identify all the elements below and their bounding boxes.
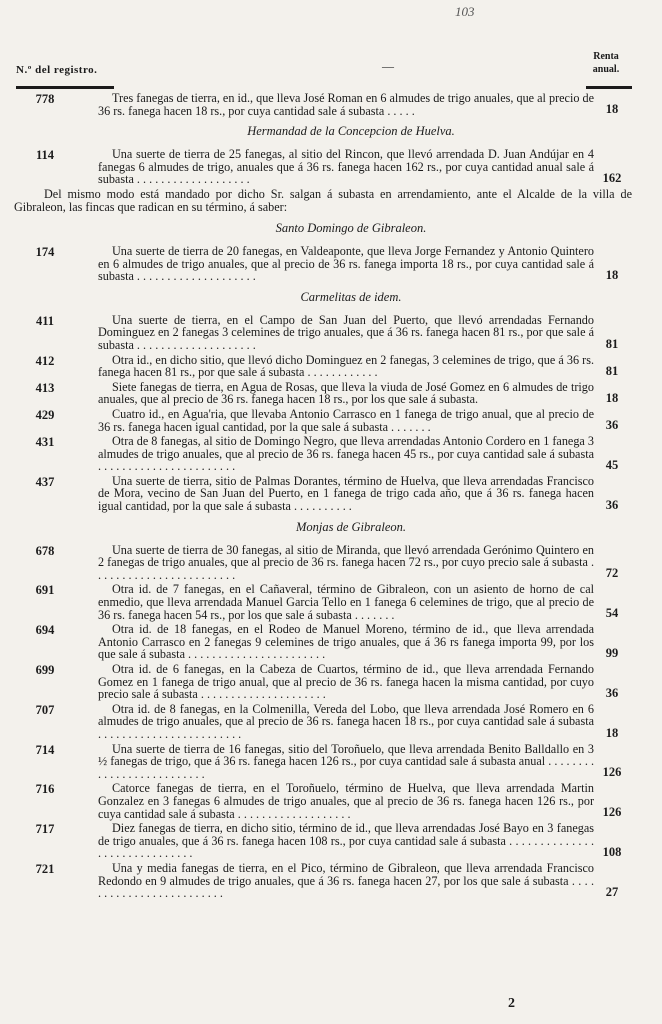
registry-number: 431 — [35, 435, 55, 450]
registry-number: 721 — [35, 861, 55, 876]
intro-paragraph: Del mismo modo está mandado por dicho Sr. salgan á subasta en arrendamiento, ante el Alcalde de la villa de Gibraleon, las fincas que radican en su término, á saber: — [14, 186, 632, 214]
entry-description: Una y media fanegas de tierra, en el Pico, término de Gibraleon, que lleva arrendada Francisco Redondo en 9 almudes de trigo anuales, que á 36 rs. fanega hacen 27, por los que sale á subasta . . . . . . . . . . . . . . . . . . . . . . . . . — [98, 860, 594, 901]
annual-rent-amount: 99 — [605, 646, 619, 660]
registry-entry — [0, 435, 662, 473]
registry-entry — [0, 583, 662, 621]
annual-rent-amount: 126 — [602, 805, 622, 820]
annual-rent-amount: 18 — [605, 725, 619, 740]
annual-rent-amount: 36 — [605, 497, 619, 512]
annual-rent-amount: 45 — [605, 457, 619, 472]
entry-description: Una suerte de tierra de 16 fanegas, sitio del Toroñuelo, que lleva arrendada Benito Balldallo en 3 ½ fanegas de trigo, que á 36 rs. fanega hacen 126 rs., por cuya cantidad sale á subasta anual . . . . . . . . . . . . . . . . . . . . . . . . . . — [98, 741, 594, 781]
registry-number: 678 — [35, 543, 55, 558]
document-body — [0, 92, 662, 902]
registry-number: 411 — [35, 313, 55, 328]
registry-entry — [0, 822, 662, 860]
registry-entry — [0, 381, 662, 406]
entry-description: Otra id. de 18 fanegas, en el Rodeo de Manuel Moreno, término de id., que lleva arrendada Antonio Carrasco en 2 fanegas 9 celemines de trigo anuales, que á 36 rs fanega importa 99, por los que sale á subasta . . . . . . . . . . . . . . . . . . . . . . . — [98, 622, 594, 662]
entry-description: Otra id. de 8 fanegas, en la Colmenilla, Vereda del Lobo, que lleva arrendada José Romero en 6 almudes de trigo anuales, que al precio de 36 rs. fanega hacen 18 rs., por cuya cantidad sale á subasta . . . . . . . . . . . . . . . . . . . . . . . . — [98, 701, 594, 741]
section-heading: Santo Domingo de Gibraleon. — [275, 220, 427, 235]
entry-description: Siete fanegas de tierra, en Agua de Rosas, que lleva la viuda de José Gomez en 6 almudes de trigo anuales, que al precio de 36 rs. fanega hacen 18 rs., por los que sale á subasta. — [98, 379, 594, 407]
page-number-bottom: 2 — [508, 996, 515, 1011]
registry-number: 114 — [35, 148, 55, 163]
entry-description: Una suerte de tierra de 20 fanegas, en Valdeaponte, que lleva Jorge Fernandez y Antonio Quintero en 6 almudes de trigo anuales, que al precio de 36 rs. fanega importa 18 rs., por cuya cantidad sale á subasta . . . . . . . . . . . . . . . . . . . . — [98, 243, 594, 284]
entry-description: Otra id. de 6 fanegas, en la Cabeza de Cuartos, término de id., que lleva arrendada Fernando Gomez en 1 fanega de trigo anual, que al precio de 36 rs. fanega hacen la misma cantidad, por cuyo precio sale á subasta . . . . . . . . . . . . . . . . . . . . . — [98, 662, 594, 702]
registry-number: 694 — [35, 623, 55, 638]
annual-rent-amount: 18 — [605, 102, 619, 117]
registry-number: 778 — [35, 92, 55, 106]
registry-number: 707 — [35, 702, 55, 717]
registry-entry — [0, 354, 662, 379]
annual-rent-amount: 81 — [605, 336, 619, 351]
annual-rent-amount: 18 — [605, 267, 619, 282]
registry-number: 716 — [35, 782, 55, 797]
annual-rent-amount: 54 — [605, 606, 619, 621]
registry-number: 437 — [35, 474, 55, 489]
entry-description: Catorce fanegas de tierra, en el Toroñuelo, término de Huelva, que lleva arrendada Martin Gonzalez en 3 fanegas 6 almudes de trigo anuales, que al precio de 36 rs. fanega hacen 126 rs., por cuya cantidad sale á subasta . . . . . . . . . . . . . . . . . . . — [98, 781, 594, 821]
registry-number: 429 — [35, 407, 55, 422]
annual-rent-amount: 81 — [605, 363, 619, 378]
entry-description: Otra de 8 fanegas, al sitio de Domingo Negro, que lleva arrendadas Antonio Cordero en 1 fanega 3 almudes de trigo anuales, que al precio de 36 rs. fanega hacen 45 rs., por cuya cantidad sale á subasta . . . . . . . . . . . . . . . . . . . . . . . — [98, 434, 594, 474]
registry-entry — [0, 782, 662, 820]
registry-number: 413 — [35, 380, 55, 395]
registry-number: 174 — [35, 244, 55, 259]
section-heading: Carmelitas de idem. — [300, 289, 402, 304]
registry-entry — [0, 475, 662, 513]
header-rule-left — [16, 86, 114, 89]
entry-description: Tres fanegas de tierra, en id., que lleva José Roman en 6 almudes de trigo anuales, que al precio de 36 rs. fanega hacen 18 rs., por cuya cantidad sale á subasta . . . . . — [98, 91, 594, 118]
registry-number: 714 — [35, 742, 55, 757]
registry-number: 412 — [35, 353, 55, 368]
header-rule-right — [586, 86, 632, 89]
entry-description: Otra id., en dicho sitio, que llevó dicho Dominguez en 2 fanegas, 3 celemines de trigo, que á 36 rs. fanega hacen 81 rs., por que sale á subasta . . . . . . . . . . . . — [98, 352, 594, 380]
annual-rent-amount: 27 — [605, 884, 619, 899]
registry-number: 691 — [35, 583, 55, 598]
entry-description: Una suerte de tierra de 30 fanegas, al sitio de Miranda, que llevó arrendada Gerónimo Quintero en 2 fanegas de trigo anuales, que al precio de 36 rs. fanega hacen 72 rs., por cuyo precio sale á subasta . . . . . . . . . . . . . . . . . . . . . . . . — [98, 542, 594, 582]
entry-description: Una suerte de tierra, en el Campo de San Juan del Puerto, que llevó arrendadas Fernando Dominguez en 2 fanegas 3 celemines de trigo anuales, que á 36 rs. fanega hacen 81 rs., por que sale á subasta . . . . . . . . . . . . . . . . . . . . — [98, 312, 594, 352]
registry-entry — [0, 623, 662, 661]
annual-rent-amount: 126 — [602, 765, 622, 780]
entry-description: Una suerte de tierra de 25 fanegas, al sitio del Rincon, que llevó arrendada D. Juan Andújar en 4 fanegas 6 almudes de trigo, anuales que á 36 rs. fanega hacen 162 rs., por cuya cantidad anual sale á subasta . . . . . . . . . . . . . . . . . . . — [98, 147, 594, 187]
registry-number: 717 — [35, 822, 55, 837]
registry-entry — [0, 314, 662, 352]
page-mark-top: 103 — [455, 4, 475, 19]
annual-rent-amount: 36 — [605, 418, 619, 433]
entry-description: Otra id. de 7 fanegas, en el Cañaveral, término de Gibraleon, con un asiento de horno de cal enmedio, que lleva arrendada Manuel Garcia Tello en 1 fanega 6 celemines de trigo, que al precio de 36 rs. fanega hacen 54 rs., por los que sale á subasta . . . . . . . — [98, 582, 594, 622]
registry-entry — [0, 663, 662, 701]
registry-entry — [0, 743, 662, 781]
header-registry-number: N.º del registro. — [16, 64, 98, 76]
registry-entry — [0, 544, 662, 582]
header-dash: — — [382, 59, 394, 73]
entry-description: Cuatro id., en Agua'ria, que llevaba Antonio Carrasco en 1 fanega de trigo anual, que al precio de 36 rs. fanega hacen igual cantidad, por la que sale á subasta . . . . . . . — [98, 406, 594, 434]
annual-rent-amount: 18 — [605, 390, 619, 405]
registry-entry — [0, 408, 662, 433]
section-heading: Monjas de Gibraleon. — [295, 519, 407, 534]
registry-entry — [0, 862, 662, 900]
annual-rent-amount: 108 — [602, 844, 622, 859]
registry-number: 699 — [35, 663, 55, 677]
registry-entry — [0, 92, 662, 117]
annual-rent-amount: 72 — [605, 566, 619, 581]
annual-rent-amount: 162 — [602, 170, 622, 185]
entry-description: Diez fanegas de tierra, en dicho sitio, término de id., que lleva arrendadas José Bayo en 3 fanegas de trigo anuales, que á 36 rs. fanega hacen 108 rs., por cuya cantidad sale á subasta . . . . . . . . . . . . . . . . . . . . . . . . . . . . . . — [98, 821, 594, 861]
annual-rent-amount: 36 — [605, 685, 619, 700]
registry-entry — [0, 148, 662, 186]
section-heading: Hermandad de la Concepcion de Huelva. — [247, 124, 455, 139]
entry-description: Una suerte de tierra, sitio de Palmas Dorantes, término de Huelva, que lleva arrendadas Francisco de Mora, vecino de San Juan del Puerto, en 1 fanega de trigo cada año, que á 36 rs. fanega hacen igual cantidad, por la que sale á subasta . . . . . . . . . . — [98, 473, 594, 514]
header-annual-rent: Renta anual. — [592, 51, 620, 75]
registry-entry — [0, 245, 662, 283]
registry-entry — [0, 703, 662, 741]
